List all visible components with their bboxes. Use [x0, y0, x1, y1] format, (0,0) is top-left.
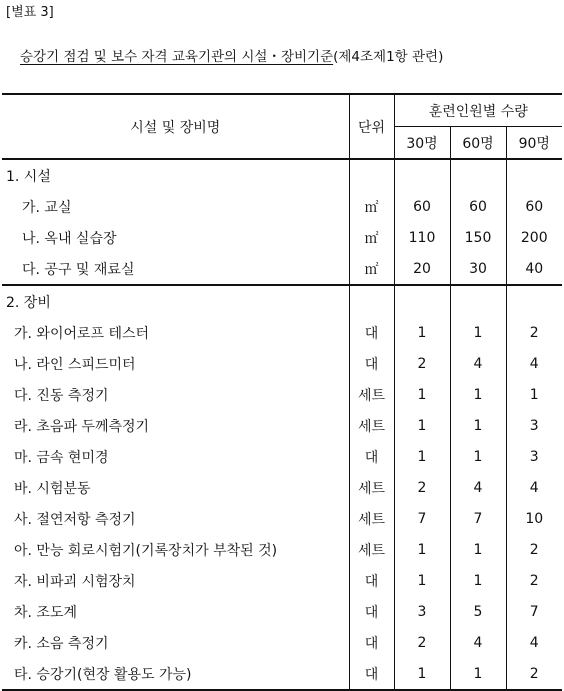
- item-unit: 세트: [349, 534, 394, 565]
- item-unit: ㎡: [349, 222, 394, 253]
- empty-cell: [394, 285, 450, 317]
- item-name: 아. 만능 회로시험기(기록장치가 부착된 것): [2, 534, 349, 565]
- item-qty-90: 3: [529, 417, 539, 434]
- item-qty-30: 1: [394, 410, 450, 441]
- header-name: 시설 및 장비명: [2, 94, 349, 159]
- table-row: [2, 627, 562, 658]
- header-30: 30명: [394, 127, 450, 160]
- item-unit: 대: [349, 348, 394, 379]
- item-unit: 대: [349, 596, 394, 627]
- item-qty-90: 4: [529, 355, 539, 372]
- empty-cell: [506, 159, 562, 191]
- item-qty-90: 4: [529, 479, 539, 496]
- section-row: [2, 285, 562, 317]
- empty-cell: [450, 285, 506, 317]
- item-name: 타. 승강기(현장 활용도 가능): [2, 658, 349, 690]
- item-unit: ㎡: [349, 191, 394, 222]
- section-title: 1. 시설: [2, 159, 349, 191]
- item-qty-60: 1: [450, 410, 506, 441]
- item-qty-30: 1: [394, 317, 450, 348]
- table-row: [2, 503, 562, 534]
- item-qty-30: 2: [394, 627, 450, 658]
- section-row: [2, 159, 562, 191]
- item-qty-90: 4: [529, 634, 539, 651]
- item-name: 다. 공구 및 재료실: [2, 253, 349, 285]
- document-title: [20, 45, 443, 65]
- item-qty-90: 40: [525, 260, 544, 277]
- item-name: 나. 옥내 실습장: [2, 222, 349, 253]
- item-qty-30: 1: [394, 441, 450, 472]
- item-qty-90: 7: [529, 603, 539, 620]
- item-unit: 대: [349, 317, 394, 348]
- item-qty-30: 20: [394, 253, 450, 285]
- item-qty-90: 2: [506, 658, 562, 690]
- empty-cell: [349, 159, 394, 191]
- item-qty-90: 1: [529, 386, 539, 403]
- item-qty-60: 150: [450, 222, 506, 253]
- item-qty-60: 1: [450, 565, 506, 596]
- item-qty-30: 110: [394, 222, 450, 253]
- appendix-tag: [별표 3]: [6, 5, 54, 20]
- item-qty-30: 7: [394, 503, 450, 534]
- table-row: [2, 658, 562, 690]
- item-qty-30: 3: [394, 596, 450, 627]
- item-unit: 대: [349, 627, 394, 658]
- title-main: 승강기 점검 및 보수 자격 교육기관의 시설・장비기준: [20, 49, 334, 65]
- item-qty-60: 4: [450, 348, 506, 379]
- item-name: 사. 절연저항 측정기: [2, 503, 349, 534]
- empty-cell: [349, 285, 394, 317]
- empty-cell: [506, 285, 562, 317]
- facility-equipment-table: [2, 93, 562, 691]
- item-name: 바. 시험분동: [2, 472, 349, 503]
- header-90: 90명: [506, 127, 562, 160]
- item-qty-30: 1: [394, 534, 450, 565]
- item-qty-30: 1: [394, 658, 450, 690]
- item-name: 차. 조도계: [2, 596, 349, 627]
- header-row: [2, 94, 562, 127]
- item-unit: 세트: [349, 410, 394, 441]
- table-row: [2, 317, 562, 348]
- item-name: 다. 진동 측정기: [2, 379, 349, 410]
- item-qty-90: 200: [520, 229, 548, 246]
- item-qty-60: 1: [450, 317, 506, 348]
- item-qty-60: 1: [450, 441, 506, 472]
- item-qty-60: 7: [450, 503, 506, 534]
- table-row: [2, 191, 562, 222]
- table-row: [2, 596, 562, 627]
- empty-cell: [450, 159, 506, 191]
- item-qty-90: 3: [529, 448, 539, 465]
- item-qty-90: 10: [525, 510, 544, 527]
- item-qty-30: 2: [394, 472, 450, 503]
- item-name: 카. 소음 측정기: [2, 627, 349, 658]
- table-row: [2, 534, 562, 565]
- table-row: [2, 472, 562, 503]
- item-unit: 세트: [349, 379, 394, 410]
- item-qty-90: 2: [529, 324, 539, 341]
- item-qty-30: 1: [394, 565, 450, 596]
- empty-cell: [394, 159, 450, 191]
- item-qty-60: 1: [450, 534, 506, 565]
- item-unit: 대: [349, 565, 394, 596]
- header-60: 60명: [450, 127, 506, 160]
- table-row: [2, 410, 562, 441]
- item-qty-30: 2: [394, 348, 450, 379]
- item-name: 가. 교실: [2, 191, 349, 222]
- table-row: [2, 441, 562, 472]
- item-qty-90: 2: [529, 541, 539, 558]
- item-qty-60: 1: [450, 658, 506, 690]
- table-row: [2, 348, 562, 379]
- item-qty-30: 1: [394, 379, 450, 410]
- item-qty-60: 4: [450, 627, 506, 658]
- item-name: 나. 라인 스피드미터: [2, 348, 349, 379]
- item-qty-60: 5: [450, 596, 506, 627]
- item-qty-90: 60: [525, 198, 544, 215]
- item-qty-30: 60: [394, 191, 450, 222]
- item-qty-60: 60: [450, 191, 506, 222]
- item-name: 라. 초음파 두께측정기: [2, 410, 349, 441]
- item-name: 자. 비파괴 시험장치: [2, 565, 349, 596]
- item-unit: 세트: [349, 472, 394, 503]
- table-row: [2, 565, 562, 596]
- item-unit: 대: [349, 658, 394, 690]
- table-row: [2, 222, 562, 253]
- item-qty-60: 30: [450, 253, 506, 285]
- item-unit: ㎡: [349, 253, 394, 285]
- table-row: [2, 253, 562, 285]
- header-unit: 단위: [349, 94, 394, 159]
- title-reference: (제4조제1항 관련): [333, 49, 444, 65]
- item-name: 가. 와이어로프 테스터: [2, 317, 349, 348]
- item-unit: 세트: [349, 503, 394, 534]
- item-name: 마. 금속 현미경: [2, 441, 349, 472]
- table-row: [2, 379, 562, 410]
- item-qty-60: 1: [450, 379, 506, 410]
- section-title: 2. 장비: [2, 285, 349, 317]
- header-group: 훈련인원별 수량: [394, 94, 562, 127]
- item-unit: 대: [349, 441, 394, 472]
- item-qty-60: 4: [450, 472, 506, 503]
- item-qty-90: 2: [529, 572, 539, 589]
